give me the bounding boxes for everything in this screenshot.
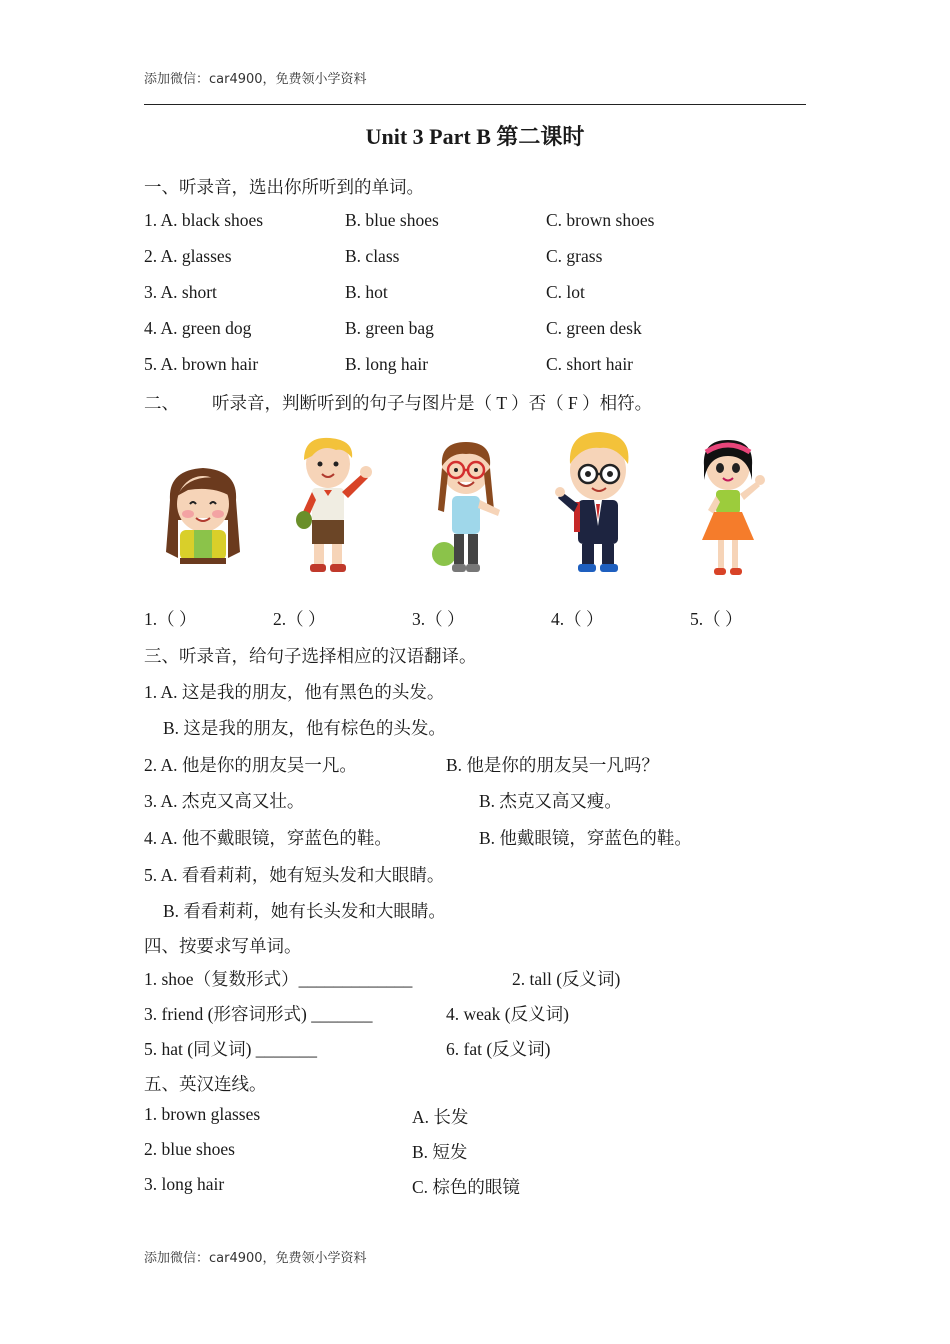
s4-item-1: 1. shoe（复数形式）_____________: [144, 969, 413, 989]
s3-q4-option-b: B. 他戴眼镜，穿蓝色的鞋。: [479, 828, 692, 848]
s5-right-3: C. 棕色的眼镜: [412, 1177, 520, 1197]
footer-note: 添加微信：car4900，免费领小学资料: [144, 1251, 367, 1266]
s1-row4-b: B. green bag: [345, 318, 434, 338]
s5-left-3: 3. long hair: [144, 1174, 225, 1194]
s3-q2-option-a: 2. A. 他是你的朋友吴一凡。: [144, 755, 357, 775]
section-1-heading: 一、听录音，选出你所听到的单词。: [144, 177, 424, 197]
boy-blond-waving-illustration: [292, 434, 376, 578]
s3-q1-option-a: 1. A. 这是我的朋友，他有黑色的头发。: [144, 682, 445, 702]
s2-blank-4[interactable]: 4.（ ）: [551, 609, 604, 629]
girl-long-hair-illustration: [158, 460, 248, 572]
s3-q1-option-b: B. 这是我的朋友，他有棕色的头发。: [163, 718, 446, 738]
header-divider: [144, 104, 806, 105]
girl-orange-skirt-illustration: [692, 436, 772, 580]
s1-row5-a: 5. A. brown hair: [144, 354, 259, 374]
s3-q5-option-a: 5. A. 看看莉莉，她有短头发和大眼睛。: [144, 865, 445, 885]
page-title: Unit 3 Part B 第二课时: [365, 124, 585, 149]
s1-row3-c: C. lot: [546, 282, 585, 302]
s2-blank-1[interactable]: 1.（ ）: [144, 609, 197, 629]
s3-q4-option-a: 4. A. 他不戴眼镜，穿蓝色的鞋。: [144, 828, 392, 848]
s4-item-6: 6. fat (反义词): [446, 1039, 551, 1059]
section-5-heading: 五、英汉连线。: [144, 1074, 267, 1094]
s1-row2-b: B. class: [345, 246, 400, 266]
s1-row2-c: C. grass: [546, 246, 603, 266]
s1-row5-b: B. long hair: [345, 354, 429, 374]
s1-row3-b: B. hot: [345, 282, 388, 302]
section-2-heading: 听录音，判断听到的句子与图片是（ T ）否（ F ）相符。: [212, 393, 653, 413]
s1-row3-a: 3. A. short: [144, 282, 217, 302]
s4-item-3: 3. friend (形容词形式) _______: [144, 1004, 373, 1024]
s2-blank-2[interactable]: 2.（ ）: [273, 609, 326, 629]
s5-right-2: B. 短发: [412, 1142, 468, 1162]
s1-row5-c: C. short hair: [546, 354, 634, 374]
s2-blank-5[interactable]: 5.（ ）: [690, 609, 743, 629]
boy-glasses-suit-illustration: [554, 430, 638, 576]
s1-row1-b: B. blue shoes: [345, 210, 439, 230]
s4-item-5: 5. hat (同义词) _______: [144, 1039, 318, 1059]
s3-q5-option-b: B. 看看莉莉，她有长头发和大眼睛。: [163, 901, 446, 921]
s4-item-4: 4. weak (反义词): [446, 1004, 569, 1024]
s4-item-2: 2. tall (反义词): [512, 969, 621, 989]
section-4-heading: 四、按要求写单词。: [144, 936, 302, 956]
section-2-number: 二、: [144, 393, 179, 413]
girl-glasses-illustration: [428, 438, 512, 578]
s1-row1-c: C. brown shoes: [546, 210, 655, 230]
s3-q2-option-b: B. 他是你的朋友吴一凡吗？: [446, 755, 659, 775]
section-3-heading: 三、听录音，给句子选择相应的汉语翻译。: [144, 646, 477, 666]
s1-row4-c: C. green desk: [546, 318, 642, 338]
s5-left-1: 1. brown glasses: [144, 1104, 261, 1124]
s5-left-2: 2. blue shoes: [144, 1139, 235, 1159]
s3-q3-option-a: 3. A. 杰克又高又壮。: [144, 791, 305, 811]
s1-row2-a: 2. A. glasses: [144, 246, 232, 266]
s1-row4-a: 4. A. green dog: [144, 318, 252, 338]
s3-q3-option-b: B. 杰克又高又瘦。: [479, 791, 622, 811]
s1-row1-a: 1. A. black shoes: [144, 210, 264, 230]
header-note: 添加微信：car4900，免费领小学资料: [144, 72, 367, 87]
s5-right-1: A. 长发: [412, 1107, 469, 1127]
s2-blank-3[interactable]: 3.（ ）: [412, 609, 465, 629]
